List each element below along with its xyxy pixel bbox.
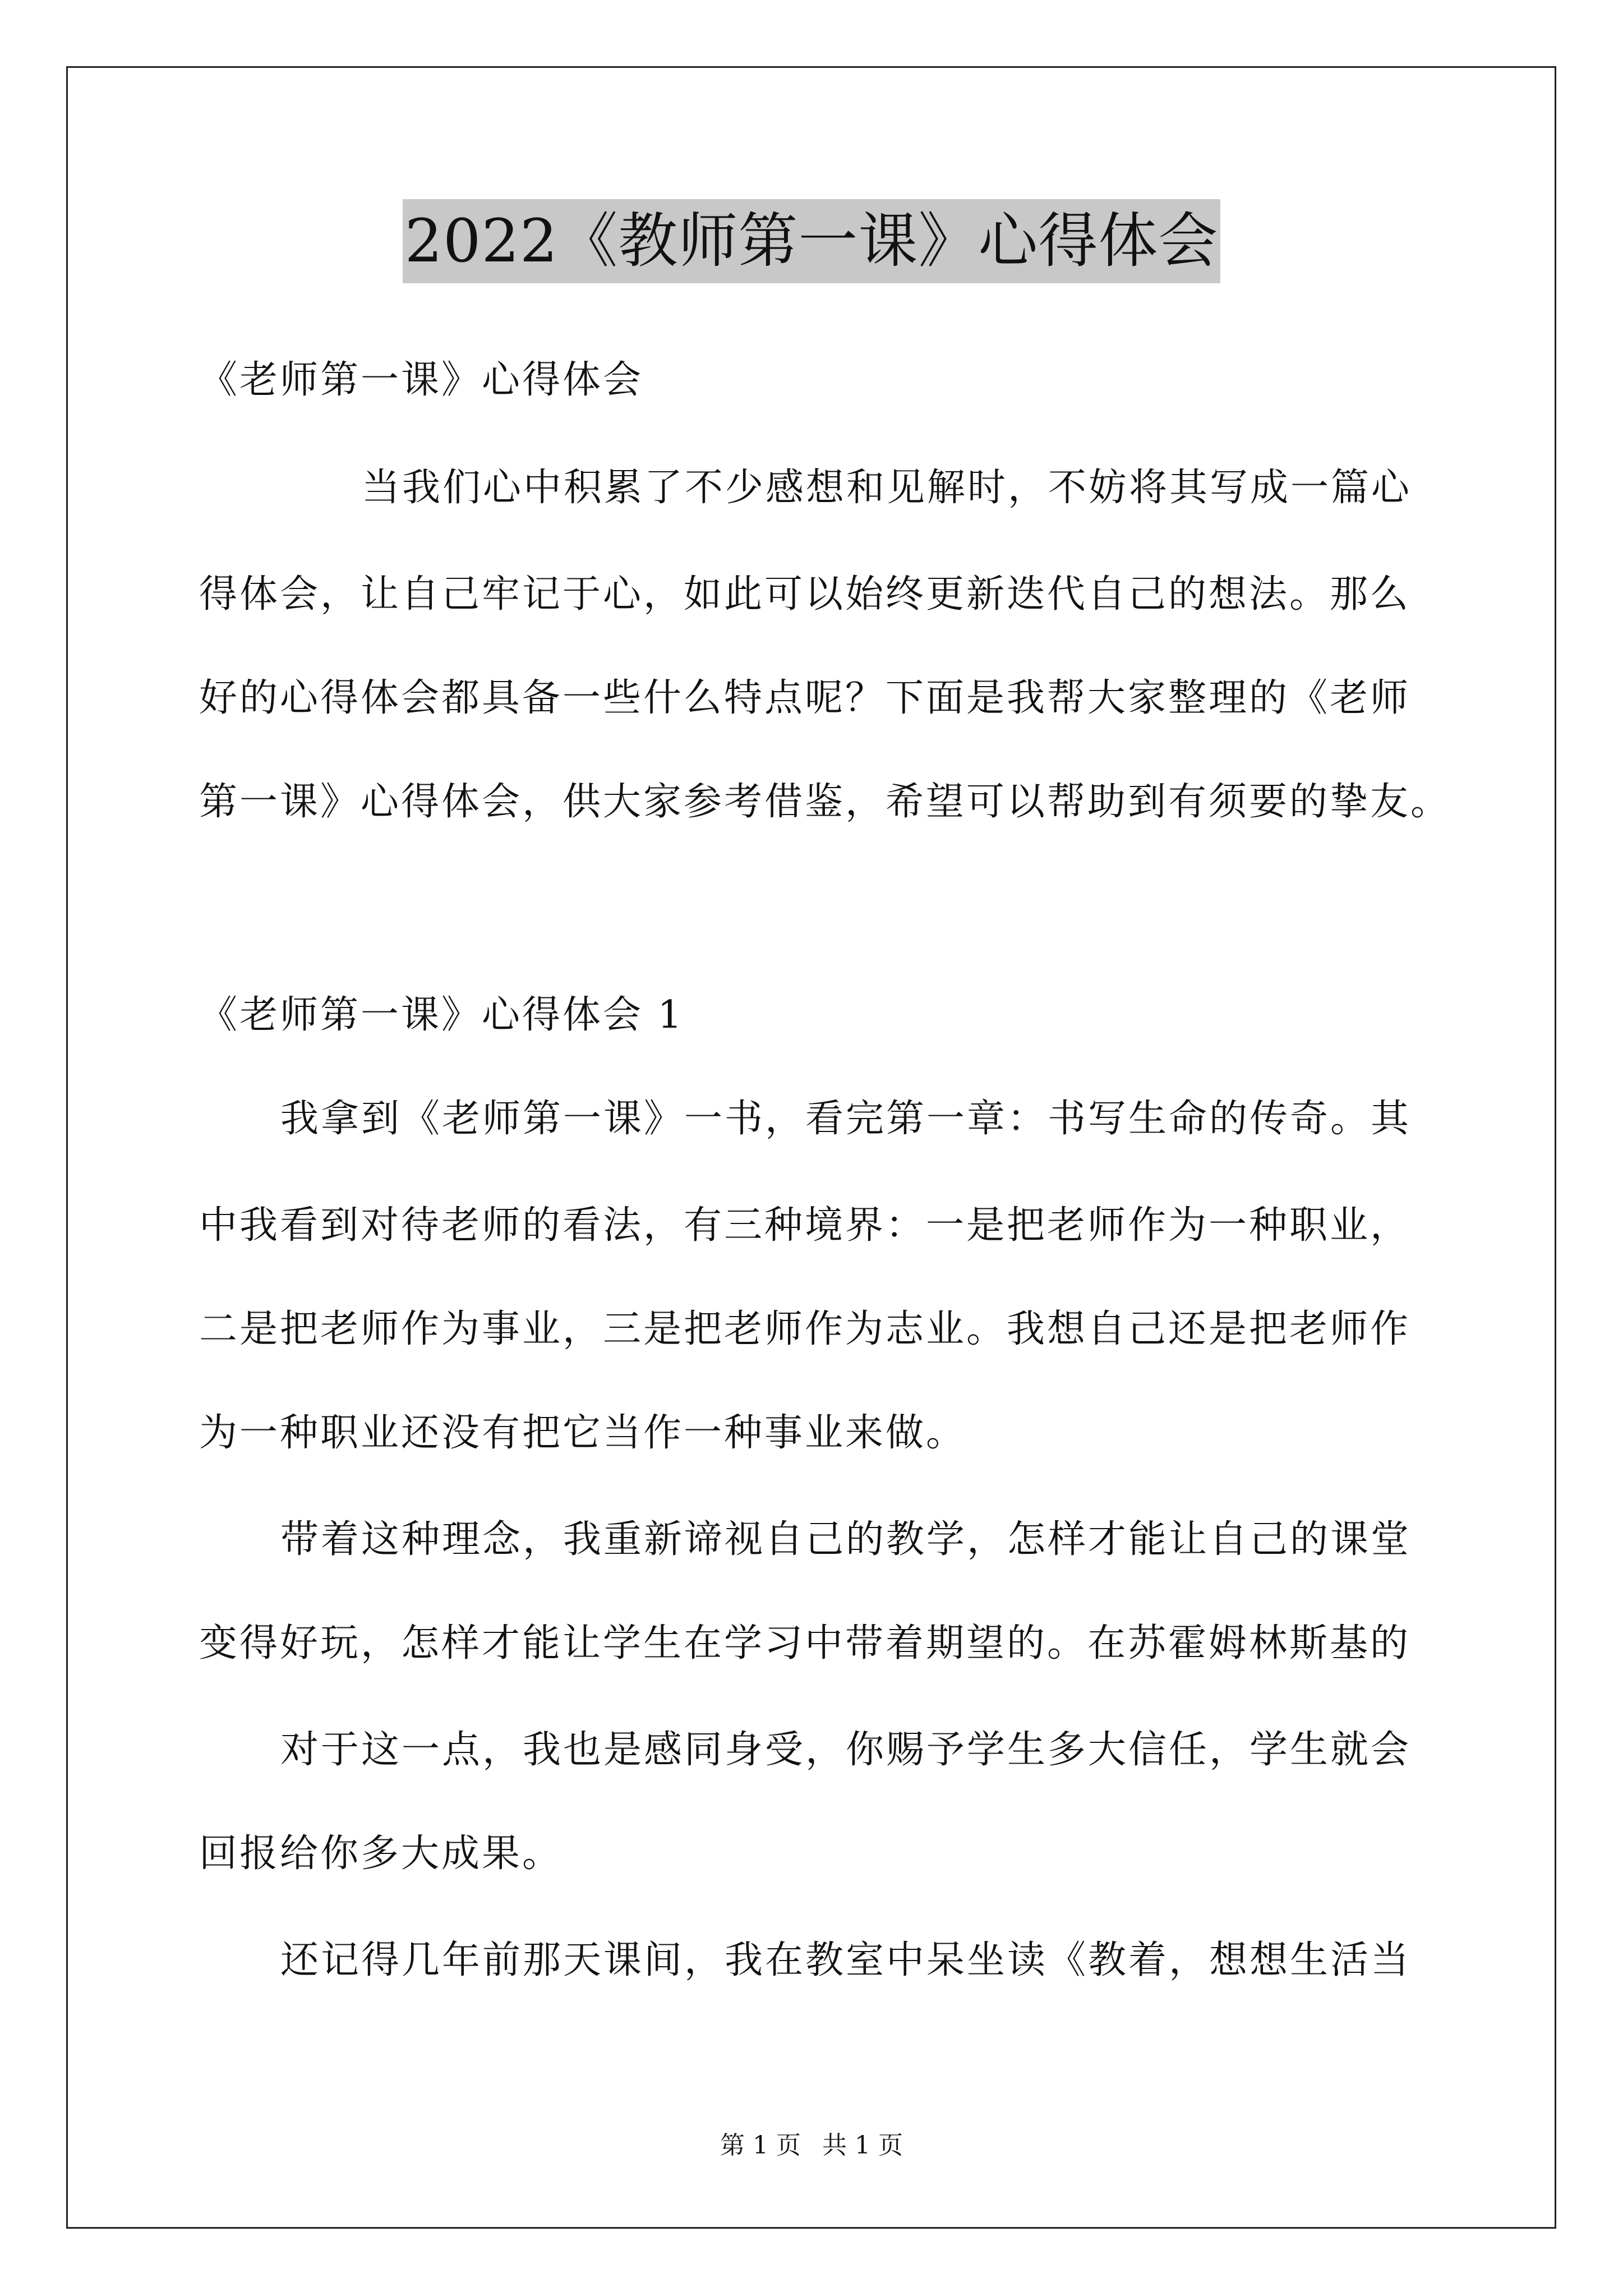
body-line: 对于这一点，我也是感同身受，你赐予学生多大信任，学生就会: [280, 1728, 1412, 1772]
body-line: 回报给你多大成果。: [199, 1832, 563, 1876]
body-line: 还记得几年前那天课间，我在教室中呆坐读《教着，想想生活当: [280, 1938, 1412, 1982]
body-line: 带着这种理念，我重新谛视自己的教学，怎样才能让自己的课堂: [280, 1517, 1412, 1562]
document-subtitle: 《老师第一课》心得体会: [199, 358, 644, 402]
intro-line: 当我们心中积累了不少感想和见解时，不妨将其写成一篇心: [362, 466, 1412, 510]
page-number: 第 1 页: [720, 2131, 801, 2160]
body-line: 为一种职业还没有把它当作一种事业来做。: [199, 1411, 967, 1455]
page-footer: [0, 2129, 1623, 2162]
section-heading: 《老师第一课》心得体会 1: [199, 993, 684, 1037]
page-total: 共 1 页: [822, 2131, 903, 2160]
document-title: 2022《教师第一课》心得体会: [403, 199, 1221, 283]
intro-line: 第一课》心得体会，供大家参考借鉴，希望可以帮助到有须要的挚友。: [199, 780, 1451, 824]
body-line: 我拿到《老师第一课》一书，看完第一章：书写生命的传奇。其: [280, 1097, 1412, 1141]
body-line: 二是把老师作为事业，三是把老师作为志业。我想自己还是把老师作: [199, 1307, 1411, 1351]
body-line: 中我看到对待老师的看法，有三种境界：一是把老师作为一种职业，: [199, 1203, 1411, 1248]
title-area: [0, 199, 1623, 283]
intro-line: 好的心得体会都具备一些什么特点呢？下面是我帮大家整理的《老师: [199, 676, 1411, 720]
body-line: 变得好玩，怎样才能让学生在学习中带着期望的。在苏霍姆林斯基的: [199, 1621, 1411, 1665]
intro-line: 得体会，让自己牢记于心，如此可以始终更新迭代自己的想法。那么: [199, 572, 1411, 616]
